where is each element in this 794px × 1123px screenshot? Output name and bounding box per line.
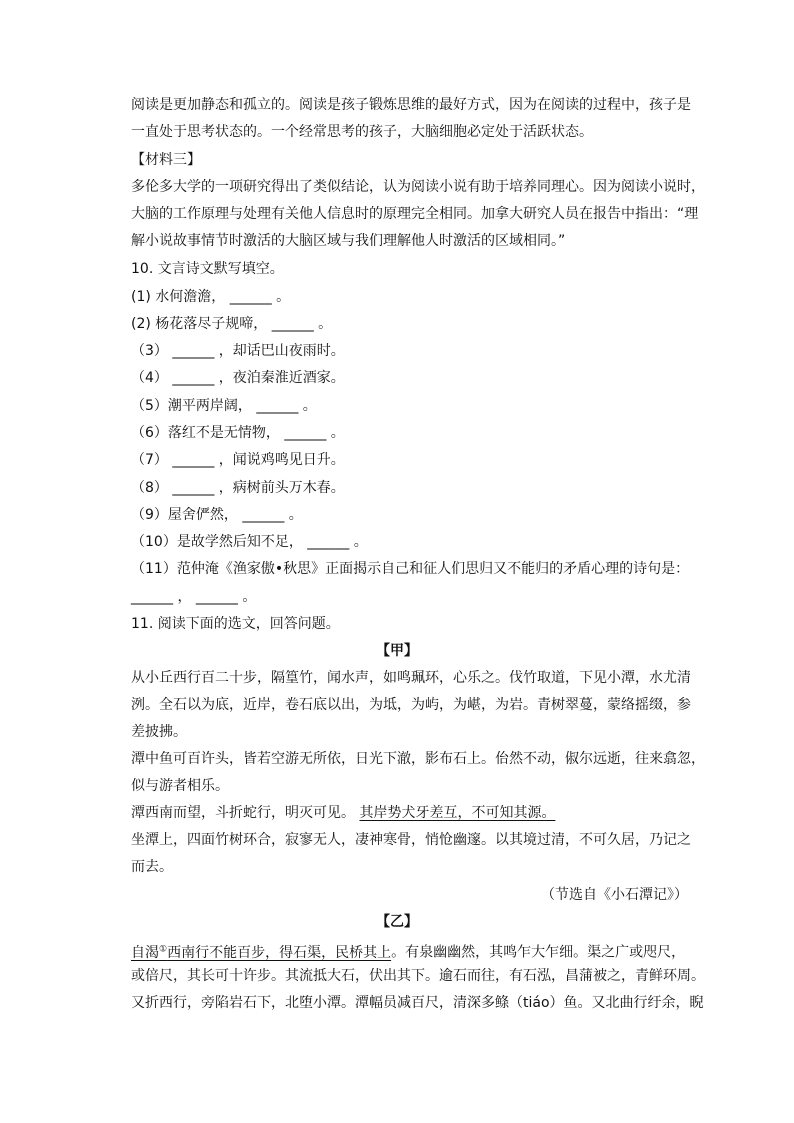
passage-yi-line: 或倍尺，其长可十许步。其流抵大石，伏出其下。逾石而往，有石泓，昌蒲被之，青鲜环周。 [131,968,705,984]
passage-jia-line: 似与游者相乐。 [131,778,229,794]
passage-jia-line [131,803,555,823]
question-10-item: （11）范仲淹《渔家傲•秋思》正面揭示自己和征人们思归又不能归的矛盾心理的诗句是： [131,561,690,577]
question-10-item: （9）屋舍俨然， ______ 。 [131,507,303,523]
question-10-item: （8） ______ ，病树前头万木春。 [131,480,345,496]
question-10-item: (1) 水何澹澹， ______ 。 [131,289,291,305]
passage-yi-text: 。有泉幽幽然，其鸣乍大乍细。渠之广或咫尺， [391,944,686,961]
question-10-item: ______ ， ______ 。 [131,589,257,605]
passage-jia-line: 从小丘西行百二十步，隔篁竹，闻水声，如鸣珮环，心乐之。伐竹取道，下见小潭，水尤清 [131,670,691,686]
material-two-line-2: 一直处于思考状态的。一个经常思考的孩子，大脑细胞必定处于活跃状态。 [131,124,593,140]
passage-jia-heading: 【甲】 [376,643,418,659]
material-three-line-1: 多伦多大学的一项研究得出了类似结论，认为阅读小说有助于培养同理心。因为阅读小说时， [131,179,705,195]
passage-jia-line: 坐潭上，四面竹树环合，寂寥无人，凄神寒骨，悄怆幽邃。以其境过清，不可久居，乃记之 [131,832,691,848]
question-10-item: （3） ______ ，却话巴山夜雨时。 [131,343,345,359]
passage-yi-line [131,939,685,963]
underlined-sentence: 其岸势犬牙差互，不可知其源。 [359,805,556,821]
passage-jia-line: 而去。 [131,859,173,875]
material-three-heading: 【材料三】 [131,152,201,168]
passage-yi-text: 自渴 [131,944,159,961]
question-10-item: （5）潮平两岸阔， ______ 。 [131,398,317,414]
question-10-title: 10. 文言诗文默写填空。 [131,261,284,277]
passage-jia-source: （节选自《小石潭记》） [541,887,688,903]
passage-jia-text: 潭西南而望，斗折蛇行，明灭可见。 [131,805,360,821]
question-10-item: （10）是故学然后知不足， ______ 。 [131,534,368,550]
passage-jia-line: 潭中鱼可百许头，皆若空游无所依，日光下澈，影布石上。佁然不动，俶尔远逝，往来翕忽， [131,751,705,767]
question-10-item: （7） ______ ，闻说鸡鸣见日升。 [131,452,345,468]
passage-jia-line: 洌。全石以为底，近岸，卷石底以出，为坻，为屿，为嵁，为岩。青树翠蔓，蒙络摇缀，参 [131,697,691,713]
question-10-item: （4） ______ ，夜泊秦淮近酒家。 [131,370,345,386]
footnote-marker: ① [159,944,168,954]
material-three-line-2: 大脑的工作原理与处理有关他人信息时的原理完全相同。加拿大研究人员在报告中指出：“理 [131,206,699,222]
passage-yi-heading: 【乙】 [376,914,418,930]
material-three-line-3: 解小说故事情节时激活的大脑区域与我们理解他人时激活的区域相同。” [131,233,566,249]
question-10-item: （6）落红不是无情物， ______ 。 [131,425,345,441]
material-two-line-1: 阅读是更加静态和孤立的。阅读是孩子锻炼思维的最好方式，因为在阅读的过程中，孩子是 [131,97,691,113]
passage-yi-text: 西南行不能百步，得石渠，民桥其上 [167,944,392,961]
passage-jia-line: 差披拂。 [131,724,187,740]
question-10-item: (2) 杨花落尽子规啼， ______ 。 [131,316,333,332]
passage-yi-line: 又折西行，旁陷岩石下，北堕小潭。潭幅员减百尺，清深多鲦（tiáo）鱼。又北曲行纡余，睨 [131,995,704,1011]
question-11-title: 11. 阅读下面的选文，回答问题。 [131,616,340,632]
underlined-sentence [131,945,391,961]
